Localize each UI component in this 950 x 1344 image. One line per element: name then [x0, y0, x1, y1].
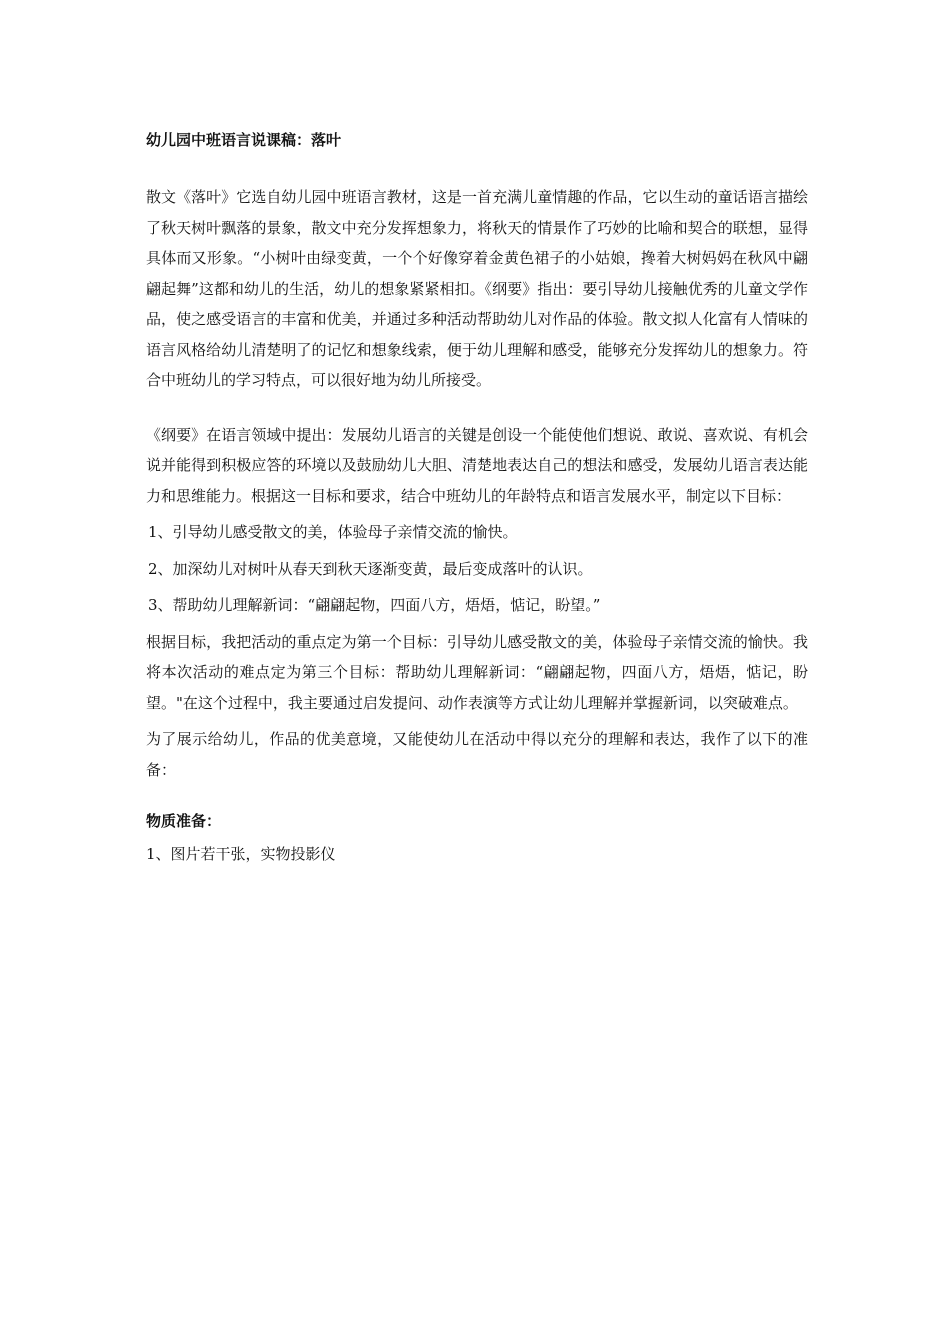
goal-item-3: 3、帮助幼儿理解新词：“翩翩起物，四面八方，焐焐，惦记，盼望。”: [148, 596, 601, 614]
focus-paragraph: 根据目标，我把活动的重点定为第一个目标：引导幼儿感受散文的美，体验母子亲情交流的愉快。我将本次活动的难点定为第三个目标：帮助幼儿理解新词：“翩翩起物，四面八方，焐焐，惦记，盼望。"在这个过程中，我主要通过启发提问、动作表演等方式让幼儿理解并掌握新词，以突破难点。: [146, 632, 808, 712]
materials-heading: 物质准备：: [146, 812, 222, 830]
material-item-1: 1、图片若干张，实物投影仪: [146, 845, 336, 863]
goal-item-2: 2、加深幼儿对树叶从春天到秋天逐渐变黄，最后变成落叶的认识。: [148, 559, 593, 578]
spacer: [146, 785, 808, 809]
goal-item-1: 1、引导幼儿感受散文的美，体验母子亲情交流的愉快。: [148, 523, 518, 541]
intro-paragraph: 散文《落叶》它选自幼儿园中班语言教材，这是一首充满儿童情趣的作品，它以生动的童话语言描绘了秋天树叶飘落的景象，散文中充分发挥想象力，将秋天的情景作了巧妙的比喻和契合的联想，显得具体而又形象。“小树叶由绿变黄，一个个好像穿着金黄色裙子的小姑娘，搀着大树妈妈在秋风中翩翩起舞”这都和幼儿的生活，幼儿的想象紧紧相扣。《纲要》指出：要引导幼儿接触优秀的儿童文学作品，使之感受语言的丰富和优美，并通过多种活动帮助幼儿对作品的体验。散文拟人化富有人情味的语言风格给幼儿清楚明了的记忆和想象线索，便于幼儿理解和感受，能够充分发挥幼儿的想象力。符合中班幼儿的学习特点，可以很好地为幼儿所接受。: [146, 188, 808, 389]
spacer: [146, 396, 808, 420]
document-title: 幼儿园中班语言说课稿：落叶: [146, 131, 342, 149]
document-body: [146, 128, 808, 870]
preparation-paragraph: 为了展示给幼儿，作品的优美意境，又能使幼儿在活动中得以充分的理解和表达，我作了以下的准备：: [146, 730, 808, 779]
spacer: [146, 152, 808, 182]
guideline-paragraph: 《纲要》在语言领域中提出：发展幼儿语言的关键是创设一个能使他们想说、敢说、喜欢说、有机会说并能得到积极应答的环境以及鼓励幼儿大胆、清楚地表达自己的想法和感受，发展幼儿语言表达能力和思维能力。根据这一目标和要求，结合中班幼儿的年龄特点和语言发展水平，制定以下目标：: [146, 425, 808, 505]
